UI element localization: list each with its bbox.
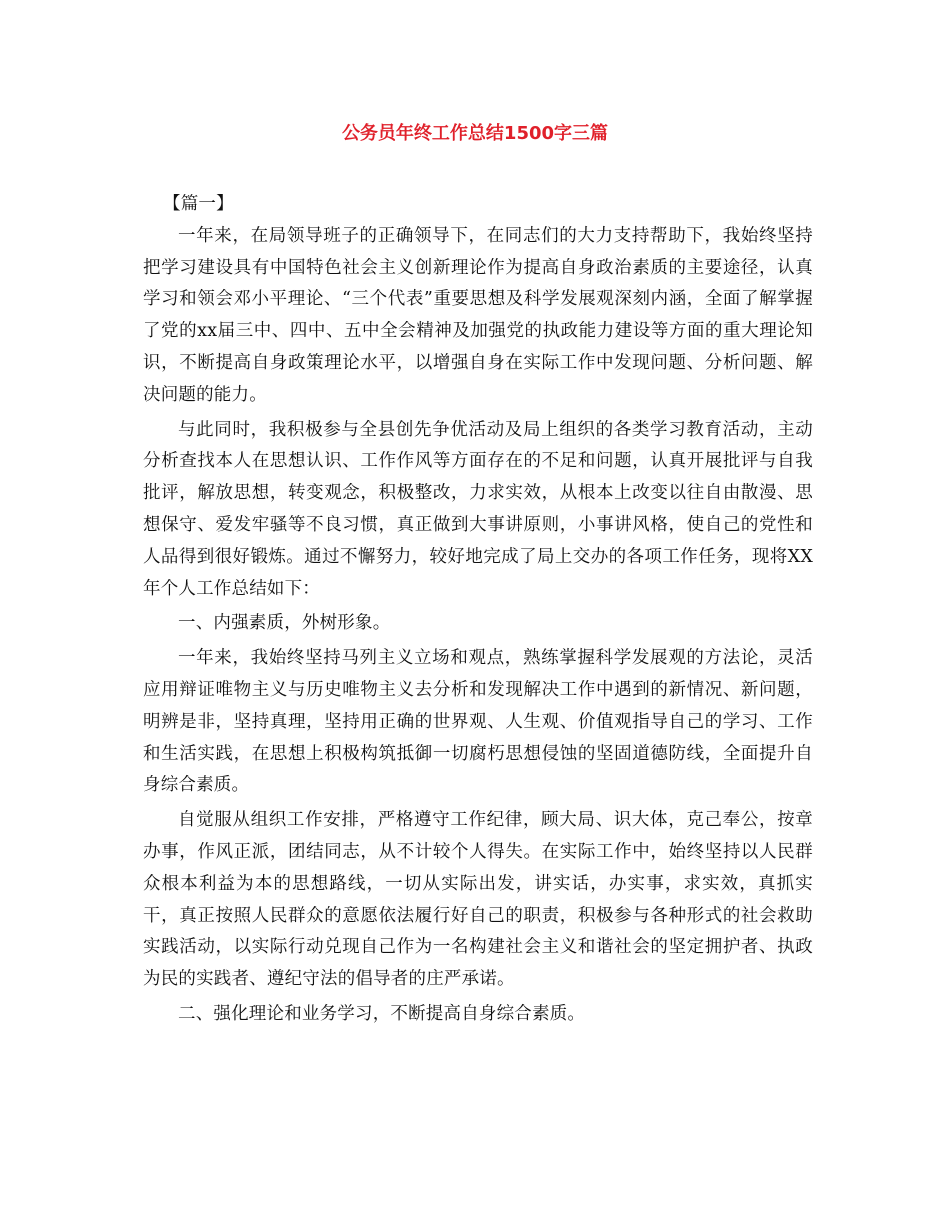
- paragraph-3: 一年来，我始终坚持马列主义立场和观点，熟练掌握科学发展观的方法论，灵活应用辩证唯物主义与历史唯物主义去分析和发现解决工作中遇到的新情况、新问题，明辨是非，坚持真理，坚持用正确的世界观、人生观、价值观指导自己的学习、工作和生活实践，在思想上积极构筑抵御一切腐朽思想侵蚀的坚固道德防线，全面提升自身综合素质。: [143, 648, 813, 796]
- section-label: 【篇一】: [163, 194, 234, 214]
- paragraph-1: 一年来，在局领导班子的正确领导下，在同志们的大力支持帮助下，我始终坚持把学习建设具有中国特色社会主义创新理论作为提高自身政治素质的主要途径，认真学习和领会邓小平理论、“三个代表”重要思想及科学发展观深刻内涵，全面了解掌握了党的xx届三中、四中、五中全会精神及加强党的执政能力建设等方面的重大理论知识，不断提高自身政策理论水平，以增强自身在实际工作中发现问题、分析问题、解决问题的能力。: [143, 225, 813, 405]
- heading-1: 一、内强素质，外树形象。: [178, 613, 391, 634]
- document-title: 公务员年终工作总结1500字三篇: [341, 123, 609, 144]
- document-body: [143, 189, 813, 1034]
- heading-2: 二、强化理论和业务学习，不断提高自身综合素质。: [178, 1003, 586, 1024]
- paragraph-2: 与此同时，我积极参与全县创先争优活动及局上组织的各类学习教育活动，主动分析查找本人在思想认识、工作作风等方面存在的不足和问题，认真开展批评与自我批评，解放思想，转变观念，积极整改，力求实效，从根本上改变以往自由散漫、思想保守、爱发牢骚等不良习惯，真正做到大事讲原则，小事讲风格，使自己的党性和人品得到很好锻炼。通过不懈努力，较好地完成了局上交办的各项工作任务，现将XX年个人工作总结如下：: [143, 419, 813, 599]
- paragraph-4: 自觉服从组织工作安排，严格遵守工作纪律，顾大局、识大体，克己奉公，按章办事，作风正派，团结同志，从不计较个人得失。在实际工作中，始终坚持以人民群众根本利益为本的思想路线，一切从实际出发，讲实话，办实事，求实效，真抓实干，真正按照人民群众的意愿依法履行好自己的职责，积极参与各种形式的社会救助实践活动，以实际行动兑现自己作为一名构建社会主义和谐社会的坚定拥护者、执政为民的实践者、遵纪守法的倡导者的庄严承诺。: [143, 810, 813, 990]
